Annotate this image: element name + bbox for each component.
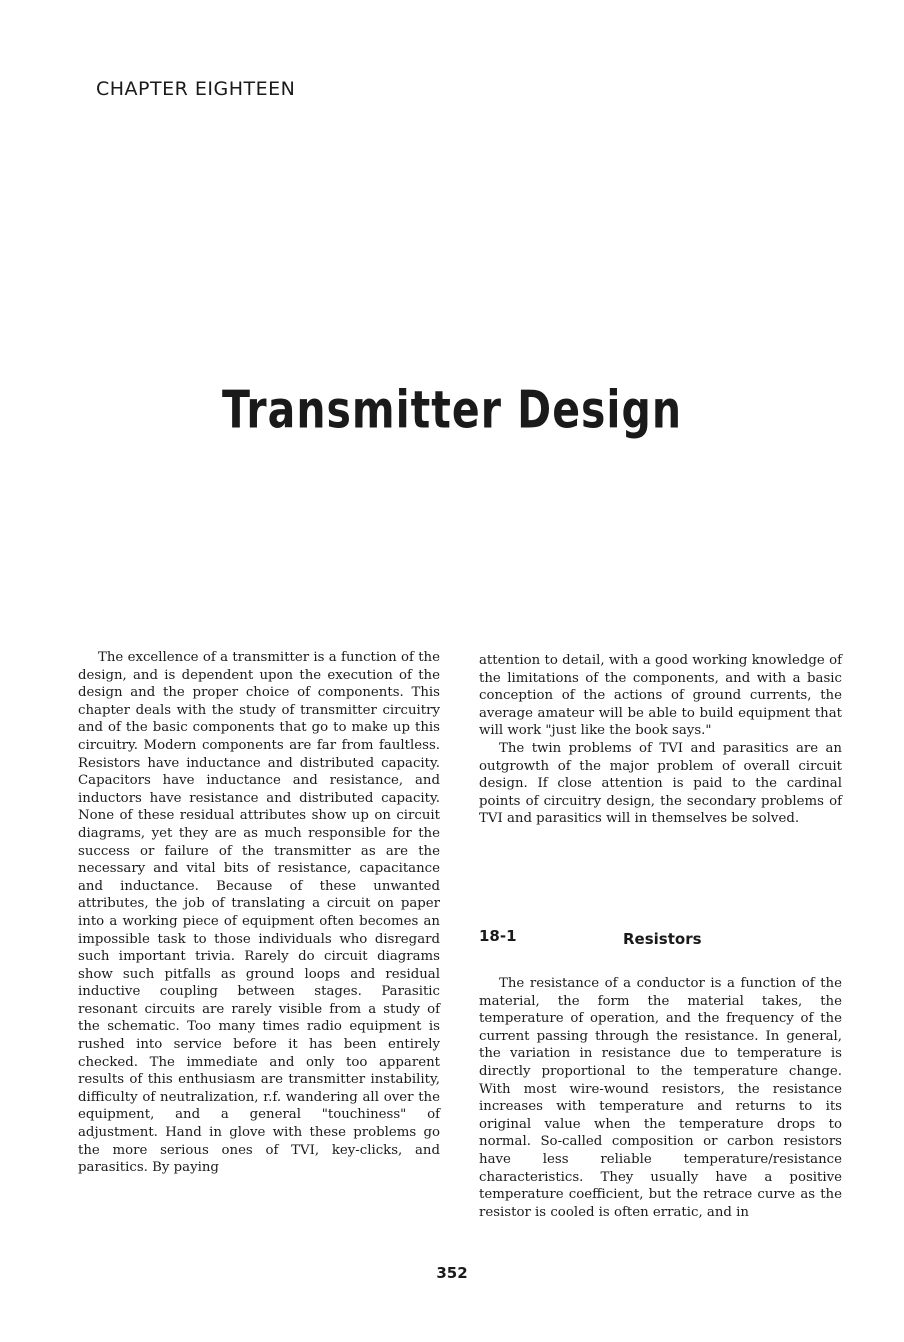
resistors-paragraph: The resistance of a conductor is a function of the material, the form the material takes, the temperature of operation, and the frequency of the current passing through the resistance. In general, the variation in resistance due to temperature is directly proportional to the temperature change. With most wire-wound resistors, the resistance increases with temperature and returns to its original value when the temperature drops to normal. So-called composition or carbon resistors have less reliable temperature/resistance characteristics. They usually have a positive temperature coefficient, but the retrace curve as the resistor is cooled is often erratic, and in: [479, 976, 842, 1220]
chapter-label: CHAPTER EIGHTEEN: [96, 78, 296, 100]
tvi-paragraph: The twin problems of TVI and parasitics are an outgrowth of the major problem of overall circuit design. If close attention is paid to the cardinal points of circuitry design, the secondary problems of TVI and parasitics will in themselves be solved.: [479, 740, 842, 827]
section-title: Resistors: [623, 930, 702, 948]
intro-paragraph: The excellence of a transmitter is a function of the design, and is dependent upon the execution of the design and the proper choice of components. This chapter deals with the study of transmitter circuitry and of the basic components that go to make up this circuitry. Modern components are far from faultless. Resistors have inductance and distributed capacity. Capacitors have inductance and resistance, and inductors have resistance and distributed capacity. None of these residual attributes show up on circuit diagrams, yet they are as much responsible for the success or failure of the transmitter as are the necessary and vital bits of resistance, capacitance and inductance. Because of these unwanted attributes, the job of translating a circuit on paper into a working piece of equipment often becomes an impossible task to those individuals who disregard such important trivia. Rarely do circuit diagrams show such pitfalls as ground loops and residual inductive coupling between stages. Parasitic resonant circuits are rarely visible from a study of the schematic. Too many times radio equipment is rushed into service before it has been entirely checked. The immediate and only too apparent results of this enthusiasm are transmitter instability, difficulty of neutralization, r.f. wandering all over the equipment, and a general "touchiness" of adjustment. Hand in glove with these problems go the more serious ones of TVI, key-clicks, and parasitics. By paying: [78, 650, 440, 1176]
right-column-top: [479, 652, 842, 828]
chapter-title: Transmitter Design: [221, 380, 683, 440]
right-column-bottom: [479, 975, 842, 1221]
left-column: [78, 649, 440, 1177]
intro-paragraph-continued: attention to detail, with a good working knowledge of the limitations of the components, and with a basic conception of the actions of ground currents, the average amateur will be able to build equipment that will work "just like the book says.": [479, 653, 842, 739]
page-number: 352: [436, 1264, 468, 1282]
section-number: 18-1: [479, 927, 517, 945]
